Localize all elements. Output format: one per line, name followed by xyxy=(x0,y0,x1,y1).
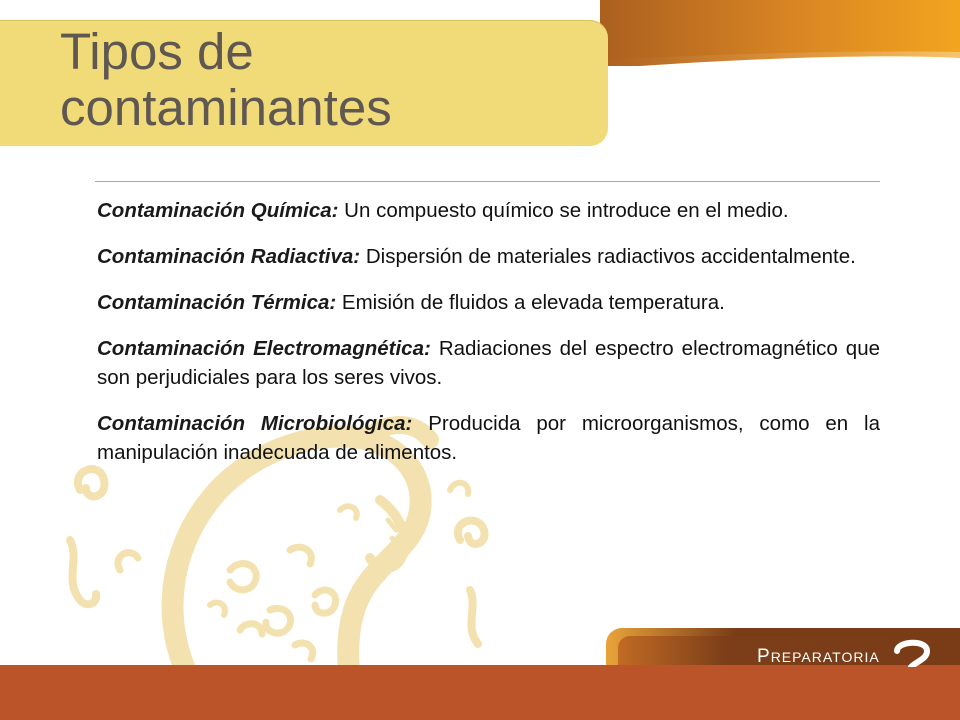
item-description: Producida por microorganismos, como en la manipulación inadecuada de alimentos. xyxy=(97,412,880,464)
brand-logo-text xyxy=(757,646,880,668)
list-item xyxy=(97,196,880,225)
list-item xyxy=(97,334,880,392)
item-description: Emisión de fluidos a elevada temperatura. xyxy=(336,291,725,314)
title-line-2: contaminantes xyxy=(60,79,392,136)
item-term: Contaminación Radiactiva: xyxy=(97,245,361,268)
item-description: Un compuesto químico se introduce en el medio. xyxy=(338,199,789,222)
page-title xyxy=(60,24,580,136)
item-term: Contaminación Electromagnética: xyxy=(97,337,431,360)
item-term: Contaminación Microbiológica: xyxy=(97,412,413,435)
list-item xyxy=(97,242,880,271)
item-description: Dispersión de materiales radiactivos accidentalmente. xyxy=(360,245,856,268)
footer-band xyxy=(0,665,960,720)
list-item xyxy=(97,409,880,467)
title-divider xyxy=(95,181,880,182)
brand-rest: REPARATORIA xyxy=(770,649,880,665)
title-line-1: Tipos de xyxy=(60,23,254,80)
list-item xyxy=(97,288,880,317)
brand-number-icon xyxy=(893,639,933,667)
content-list xyxy=(97,196,880,484)
item-term: Contaminación Química: xyxy=(97,199,339,222)
item-description: Radiaciones del espectro electromagnético que son perjudiciales para los seres vivos. xyxy=(97,337,880,389)
item-term: Contaminación Térmica: xyxy=(97,291,337,314)
brand-initial: P xyxy=(757,646,771,667)
